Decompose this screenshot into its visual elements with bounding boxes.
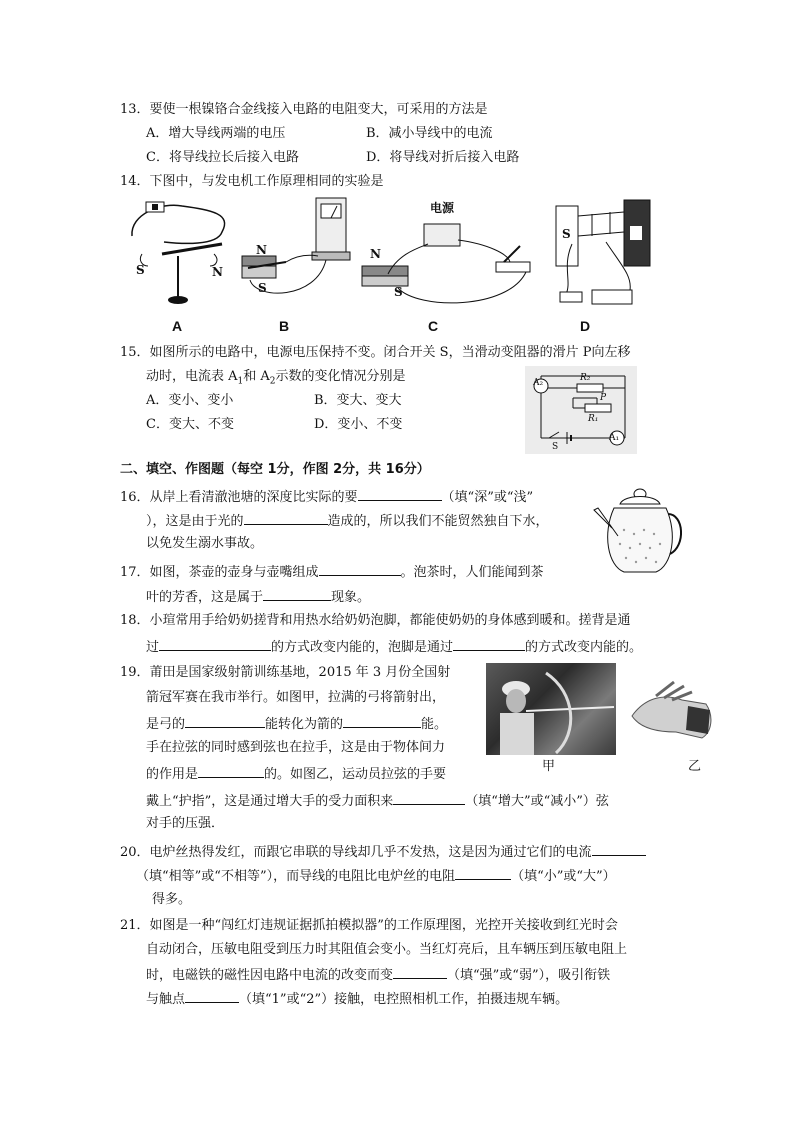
q20-line1: 20．电炉丝热得发红，而跟它串联的导线却几乎不发热，这是因为通过它们的电流 [120, 841, 646, 863]
q15-stem-line1: 15．如图所示的电路中，电源电压保持不变。闭合开关 S，当滑动变阻器的滑片 P向左移 [120, 345, 631, 360]
q14-c-power-label: 电源 [430, 201, 455, 215]
q20-blank-1[interactable] [592, 841, 646, 856]
q19-blank-4[interactable] [393, 790, 465, 805]
q15-fig-s: S [552, 442, 559, 452]
q16-line1: 16．从岸上看清澈池塘的深度比实际的要 （填“深”或“浅” [120, 486, 533, 508]
q15-fig-r1: R₁ [588, 414, 599, 424]
q15-stem-line2: 动时，电流表 $A_1$和 $A_2$示数的变化情况分别是 [146, 369, 406, 387]
q14-figure-c [358, 214, 538, 314]
photo-caption-yi: 乙 [688, 759, 702, 774]
q13-option-a: A．增大导线两端的电压 [146, 126, 286, 141]
q21-line2: 自动闭合，压敏电阻受到压力时其阻值会变小。当红灯亮后，且车辆压到压敏电阻上 [146, 942, 628, 957]
archer-photo-jia [486, 663, 616, 755]
q18-blank-2[interactable] [453, 636, 525, 651]
q14-label-c: C [428, 318, 439, 334]
q13-option-d: D．将导线对折后接入电路 [366, 150, 520, 165]
q15-fig-a1: A₁ [609, 433, 620, 443]
q18-blank-1[interactable] [159, 636, 271, 651]
q20-line3: 得多。 [152, 892, 192, 907]
q14-stem: 14．下图中，与发电机工作原理相同的实验是 [120, 174, 384, 189]
q19-blank-1[interactable] [185, 713, 265, 728]
q16-blank-2[interactable] [244, 510, 328, 525]
glove-photo-yi [626, 676, 716, 746]
q17-blank-1[interactable] [319, 561, 401, 576]
q16-blank-1[interactable] [358, 486, 442, 501]
q20-line2: （填“相等”或“不相等”），而导线的电阻比电炉丝的电阻 （填“小”或“大”） [136, 865, 616, 887]
q14-b-s-label: S [258, 281, 267, 295]
q21-blank-1[interactable] [393, 964, 447, 979]
q16-line3: 以免发生溺水事故。 [146, 536, 264, 551]
q14-c-s-label: S [394, 285, 403, 299]
q15-option-d: D．变小、不变 [314, 417, 403, 432]
q19-blank-3[interactable] [198, 763, 264, 778]
q17-line1: 17．如图，茶壶的壶身与壶嘴组成 。泡茶时，人们能闻到茶 [120, 561, 544, 583]
q19-line5: 的作用是 的。如图乙，运动员拉弦的手要 [146, 763, 446, 785]
q14-label-d: D [580, 318, 591, 334]
q15-option-c: C．变大、不变 [146, 417, 234, 432]
q19-line7: 对手的压强． [146, 816, 225, 831]
q14-a-s-label: S [136, 263, 145, 277]
q13-option-c: C．将导线拉长后接入电路 [146, 150, 299, 165]
q14-label-a: A [172, 318, 183, 334]
photo-caption-jia: 甲 [542, 759, 556, 774]
q18-line1: 18．小瑄常用手给奶奶搓背和用热水给奶奶泡脚，都能使奶奶的身体感到暖和。搓背是通 [120, 613, 631, 628]
q13-option-b: B．减小导线中的电流 [366, 126, 493, 141]
q14-c-n-label: N [370, 247, 381, 261]
q15-fig-r2: R₂ [580, 373, 591, 383]
q21-line4: 与触点 （填“1”或“2”）接触，电控照相机工作，拍摄违规车辆。 [146, 988, 568, 1010]
q16-line2: ），这是由于光的 造成的，所以我们不能贸然独自下水， [146, 510, 549, 532]
q20-blank-2[interactable] [455, 865, 511, 880]
q14-label-b: B [279, 318, 290, 334]
q15-fig-a2: A₂ [533, 378, 544, 388]
q18-line2: 过 的方式改变内能的，泡脚是通过 的方式改变内能的。 [146, 636, 642, 658]
q14-d-s-label: S [562, 227, 571, 241]
q13-stem: 13．要使一根镍铬合金线接入电路的电阻变大，可采用的方法是 [120, 102, 488, 117]
q19-line3: 是弓的 能转化为箭的 能。 [146, 713, 447, 735]
q14-a-n-label: N [212, 265, 223, 279]
q14-figure-a [122, 194, 242, 314]
q19-line4: 手在拉弦的同时感到弦也在拉手，这是由于物体间力 [146, 740, 446, 755]
q19-blank-2[interactable] [343, 713, 421, 728]
q15-option-b: B．变大、变大 [314, 393, 402, 408]
q21-line1: 21．如图是一种“闯红灯违规证据抓拍模拟器”的工作原理图，光控开关接收到红光时会 [120, 918, 618, 933]
q21-blank-2[interactable] [185, 988, 239, 1003]
q19-line6: 戴上“护指”，这是通过增大手的受力面积来 （填“增大”或“减小”）弦 [146, 790, 609, 812]
q14-b-n-label: N [256, 243, 267, 257]
q17-blank-2[interactable] [263, 586, 331, 601]
q21-line3: 时，电磁铁的磁性因电路中电流的改变而变 （填“强”或“弱”），吸引衔铁 [146, 964, 610, 986]
q19-line2: 箭冠军赛在我市举行。如图甲，拉满的弓将箭射出， [146, 690, 446, 705]
q15-option-a: A．变小、变小 [146, 393, 234, 408]
q15-fig-p: P [600, 393, 607, 403]
q17-line2: 叶的芳香，这是属于 现象。 [146, 586, 370, 608]
section-2-title: 二、填空、作图题（每空 1分，作图 2分，共 16分） [120, 462, 430, 477]
q14-figure-d [552, 196, 662, 312]
q19-line1: 19．莆田是国家级射箭训练基地，2015 年 3 月份全国射 [120, 665, 451, 680]
q14-figure-b [236, 196, 356, 310]
teapot-figure [588, 484, 688, 578]
